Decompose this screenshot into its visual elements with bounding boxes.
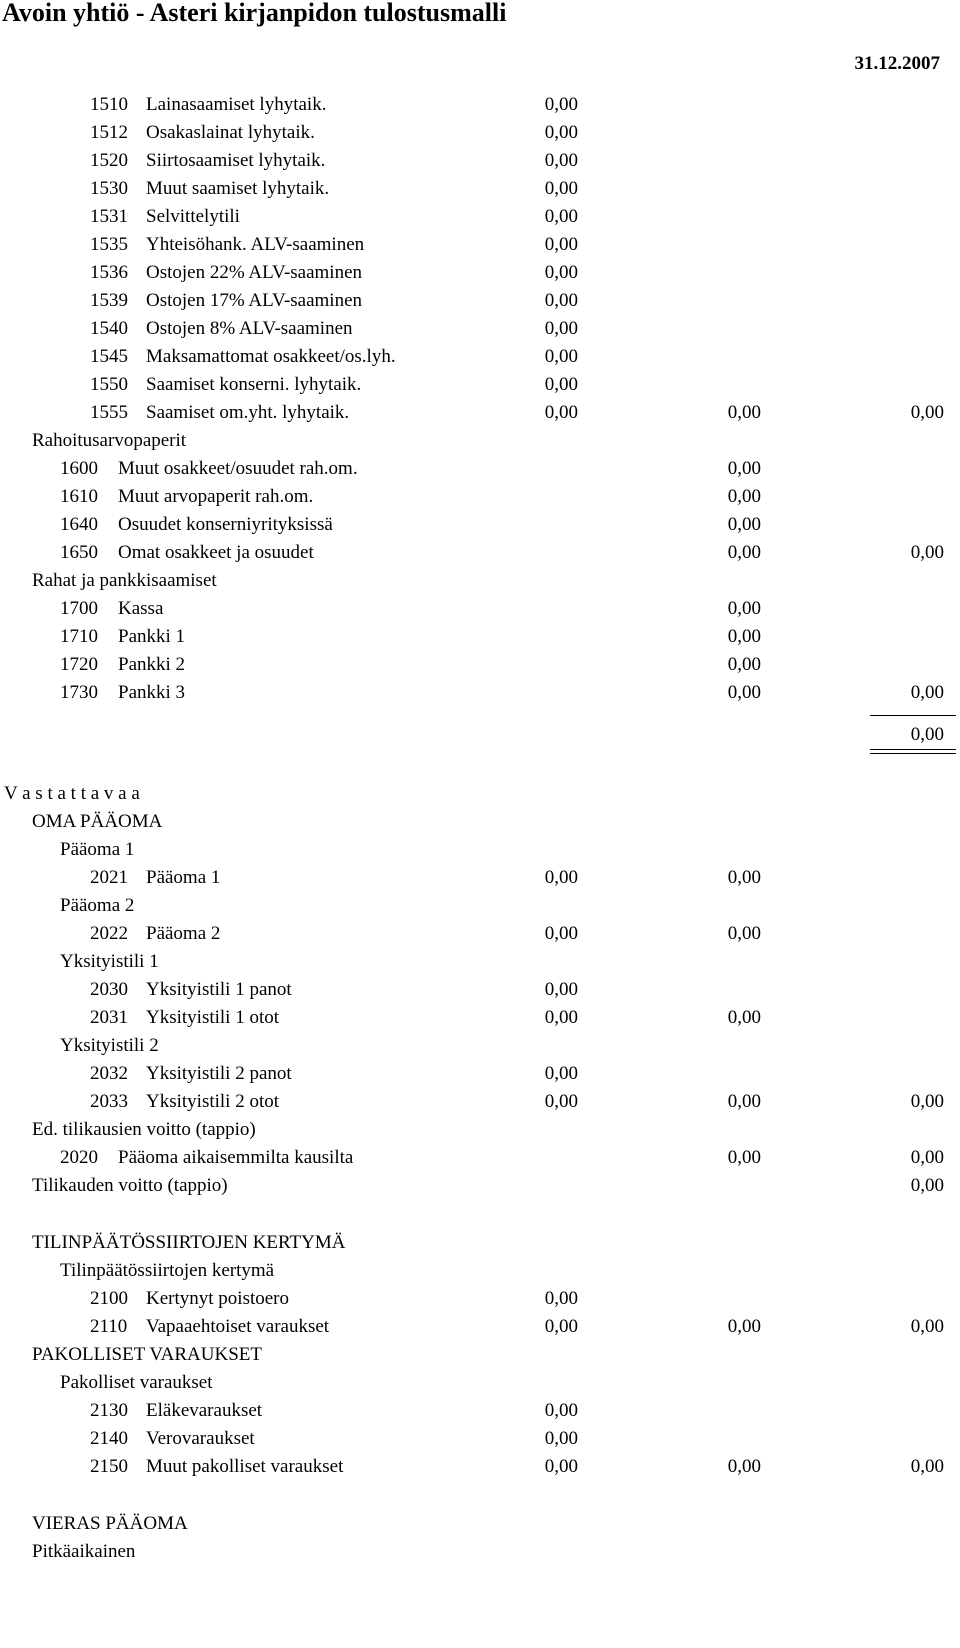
section-heading: [0, 1256, 960, 1285]
section-heading: [0, 1228, 960, 1257]
amount-c1: 0,00: [544, 979, 578, 1000]
account-name: Yksityistili 1 panot: [146, 979, 292, 1000]
account-row: [0, 258, 960, 287]
section-heading: [0, 426, 960, 455]
account-name: Pääoma aikaisemmilta kausilta: [118, 1147, 354, 1168]
amount-c1: 0,00: [544, 1288, 578, 1309]
section-heading: [0, 807, 960, 836]
account-name: Kertynyt poistoero: [146, 1288, 290, 1309]
amount-c1: 0,00: [544, 290, 578, 311]
account-code: 2140: [90, 1428, 128, 1449]
account-row: [0, 230, 960, 259]
amount-c2: 0,00: [727, 598, 761, 619]
account-name: Ostojen 8% ALV-saaminen: [146, 318, 353, 339]
amount-c3: 0,00: [910, 1456, 944, 1477]
heading-label: PAKOLLISET VARAUKSET: [32, 1344, 262, 1365]
amount-c1: 0,00: [544, 402, 578, 423]
heading-label: Tilikauden voitto (tappio): [32, 1175, 228, 1196]
amount-c2: 0,00: [727, 486, 761, 507]
heading-label: Tilinpäätössiirtojen kertymä: [60, 1260, 275, 1281]
account-code: 1610: [60, 486, 98, 507]
heading-label: Pääoma 1: [60, 839, 135, 860]
account-row: [0, 454, 960, 483]
amount-c1: 0,00: [544, 1428, 578, 1449]
account-row: [0, 863, 960, 892]
amount-c2: 0,00: [727, 542, 761, 563]
account-name: Yksityistili 2 panot: [146, 1063, 292, 1084]
account-row: [0, 1003, 960, 1032]
amount-c1: 0,00: [544, 122, 578, 143]
account-code: 1710: [60, 626, 98, 647]
account-row: [0, 538, 960, 567]
amount-c1: 0,00: [544, 1456, 578, 1477]
amount-c2: 0,00: [727, 654, 761, 675]
amount-c3: 0,00: [910, 1091, 944, 1112]
section-heading: [0, 947, 960, 976]
account-name: Ostojen 17% ALV-saaminen: [146, 290, 363, 311]
account-row: [0, 314, 960, 343]
section-heading: [0, 1509, 960, 1538]
account-code: 1536: [90, 262, 128, 283]
heading-label: Rahat ja pankkisaamiset: [32, 570, 217, 591]
amount-c1: 0,00: [544, 867, 578, 888]
amount-c1: 0,00: [544, 1400, 578, 1421]
account-row: [0, 1284, 960, 1313]
account-name: Pankki 3: [118, 682, 186, 703]
account-row: [0, 1143, 960, 1172]
account-code: 1550: [90, 374, 128, 395]
amount-c2: 0,00: [727, 682, 761, 703]
account-name: Osuudet konserniyrityksissä: [118, 514, 333, 535]
account-name: Verovaraukset: [146, 1428, 255, 1449]
account-code: 2100: [90, 1288, 128, 1309]
account-row: [0, 202, 960, 231]
total-row: [0, 720, 960, 749]
section-heading: [0, 1115, 960, 1144]
account-row: [0, 174, 960, 203]
account-code: 1531: [90, 206, 128, 227]
account-row: [0, 1087, 960, 1116]
report-date: 31.12.2007: [854, 53, 940, 74]
account-row: [0, 622, 960, 651]
account-code: 1530: [90, 178, 128, 199]
amount-c2: 0,00: [727, 1147, 761, 1168]
account-name: Yksityistili 2 otot: [146, 1091, 280, 1112]
amount-c2: 0,00: [727, 1007, 761, 1028]
heading-label: Pitkäaikainen: [32, 1541, 136, 1562]
amount-c3: 0,00: [910, 1175, 944, 1196]
amount-c1: 0,00: [544, 1316, 578, 1337]
account-code: 1650: [60, 542, 98, 563]
amount-c1: 0,00: [544, 234, 578, 255]
account-code: 2033: [90, 1091, 128, 1112]
account-code: 2032: [90, 1063, 128, 1084]
double-rule-bottom: [870, 753, 956, 754]
account-name: Selvittelytili: [146, 206, 240, 227]
account-name: Maksamattomat osakkeet/os.lyh.: [146, 346, 396, 367]
account-code: 1535: [90, 234, 128, 255]
account-code: 2031: [90, 1007, 128, 1028]
account-name: Pääoma 1: [146, 867, 221, 888]
account-row: [0, 1059, 960, 1088]
account-code: 1720: [60, 654, 98, 675]
account-row: [0, 118, 960, 147]
amount-c3: 0,00: [910, 402, 944, 423]
account-name: Omat osakkeet ja osuudet: [118, 542, 314, 563]
account-row: [0, 1396, 960, 1425]
account-name: Muut pakolliset varaukset: [146, 1456, 344, 1477]
amount-c2: 0,00: [727, 867, 761, 888]
account-row: [0, 510, 960, 539]
account-code: 1510: [90, 94, 128, 115]
account-name: Eläkevaraukset: [146, 1400, 263, 1421]
account-row: [0, 1452, 960, 1481]
account-row: [0, 146, 960, 175]
account-name: Saamiset om.yht. lyhytaik.: [146, 402, 350, 423]
account-code: 2020: [60, 1147, 98, 1168]
amount-c1: 0,00: [544, 1007, 578, 1028]
amount-c1: 0,00: [544, 262, 578, 283]
account-code: 1555: [90, 402, 128, 423]
amount-c2: 0,00: [727, 514, 761, 535]
heading-label: V a s t a t t a v a a: [4, 783, 140, 804]
section-heading: [0, 1031, 960, 1060]
account-name: Muut osakkeet/osuudet rah.om.: [118, 458, 358, 479]
heading-label: Yksityistili 1: [60, 951, 159, 972]
amount-c1: 0,00: [544, 374, 578, 395]
amount-c1: 0,00: [544, 318, 578, 339]
amount-c1: 0,00: [544, 346, 578, 367]
account-code: 1520: [90, 150, 128, 171]
heading-label: TILINPÄÄTÖSSIIRTOJEN KERTYMÄ: [32, 1232, 346, 1253]
account-row: [0, 482, 960, 511]
heading-label: OMA PÄÄOMA: [32, 811, 163, 832]
account-code: 1539: [90, 290, 128, 311]
account-row: [0, 594, 960, 623]
account-row: [0, 398, 960, 427]
amount-c2: 0,00: [727, 1456, 761, 1477]
section-heading: [0, 1340, 960, 1369]
amount-c3: 0,00: [910, 1316, 944, 1337]
section-heading: [0, 1171, 960, 1200]
heading-label: Rahoitusarvopaperit: [32, 430, 187, 451]
account-name: Siirtosaamiset lyhytaik.: [146, 150, 326, 171]
heading-label: Yksityistili 2: [60, 1035, 159, 1056]
account-code: 1545: [90, 346, 128, 367]
heading-label: Pääoma 2: [60, 895, 135, 916]
account-name: Vapaaehtoiset varaukset: [146, 1316, 330, 1337]
account-name: Kassa: [118, 598, 164, 619]
account-row: [0, 90, 960, 119]
amount-c2: 0,00: [727, 923, 761, 944]
account-code: 2021: [90, 867, 128, 888]
account-name: Muut arvopaperit rah.om.: [118, 486, 314, 507]
account-code: 2022: [90, 923, 128, 944]
section-heading: [0, 779, 960, 808]
account-name: Osakaslainat lyhytaik.: [146, 122, 315, 143]
amount-c1: 0,00: [544, 206, 578, 227]
report-title: Avoin yhtiö - Asteri kirjanpidon tulostusmalli: [2, 0, 507, 27]
single-rule: [870, 715, 956, 716]
account-name: Pankki 1: [118, 626, 186, 647]
section-heading: [0, 1537, 960, 1566]
amount-c2: 0,00: [727, 1316, 761, 1337]
amount-c2: 0,00: [727, 1091, 761, 1112]
account-code: 2030: [90, 979, 128, 1000]
account-row: [0, 370, 960, 399]
account-name: Yksityistili 1 otot: [146, 1007, 280, 1028]
account-code: 2130: [90, 1400, 128, 1421]
account-code: 1600: [60, 458, 98, 479]
account-row: [0, 919, 960, 948]
amount-c1: 0,00: [544, 923, 578, 944]
account-name: Pääoma 2: [146, 923, 221, 944]
heading-label: Ed. tilikausien voitto (tappio): [32, 1119, 256, 1140]
account-name: Saamiset konserni. lyhytaik.: [146, 374, 362, 395]
account-code: 1512: [90, 122, 128, 143]
amount-c2: 0,00: [727, 458, 761, 479]
amount-c1: 0,00: [544, 1063, 578, 1084]
account-row: [0, 342, 960, 371]
amount-c2: 0,00: [727, 402, 761, 423]
amount-c3: 0,00: [910, 1147, 944, 1168]
section-heading: [0, 1368, 960, 1397]
account-name: Lainasaamiset lyhytaik.: [146, 94, 327, 115]
amount-c2: 0,00: [727, 626, 761, 647]
section-heading: [0, 566, 960, 595]
double-rule-top: [870, 749, 956, 750]
account-code: 2110: [90, 1316, 128, 1337]
section-heading: [0, 835, 960, 864]
account-row: [0, 975, 960, 1004]
amount-c1: 0,00: [544, 94, 578, 115]
account-name: Yhteisöhank. ALV-saaminen: [146, 234, 365, 255]
account-row: [0, 1424, 960, 1453]
account-row: [0, 1312, 960, 1341]
amount-c3: 0,00: [910, 542, 944, 563]
heading-label: Pakolliset varaukset: [60, 1372, 213, 1393]
amount-c1: 0,00: [544, 178, 578, 199]
account-code: 2150: [90, 1456, 128, 1477]
account-row: [0, 286, 960, 315]
account-row: [0, 678, 960, 707]
section-heading: [0, 891, 960, 920]
amount-c3: 0,00: [910, 682, 944, 703]
account-code: 1540: [90, 318, 128, 339]
account-row: [0, 650, 960, 679]
account-code: 1700: [60, 598, 98, 619]
account-code: 1730: [60, 682, 98, 703]
amount-c1: 0,00: [544, 1091, 578, 1112]
heading-label: VIERAS PÄÄOMA: [32, 1513, 188, 1534]
account-name: Ostojen 22% ALV-saaminen: [146, 262, 363, 283]
account-name: Pankki 2: [118, 654, 186, 675]
amount-c1: 0,00: [544, 150, 578, 171]
account-code: 1640: [60, 514, 98, 535]
amount-total: 0,00: [910, 724, 944, 745]
account-name: Muut saamiset lyhytaik.: [146, 178, 330, 199]
